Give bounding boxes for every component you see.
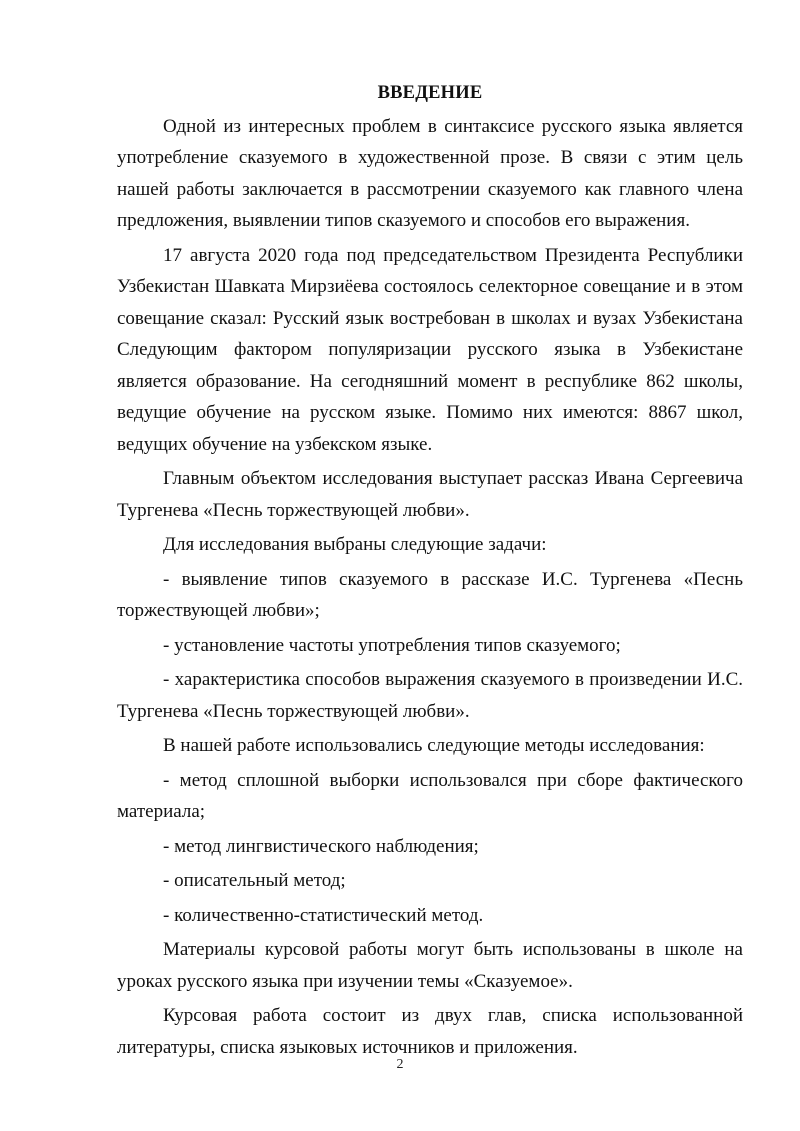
page-content [117,78,743,1066]
paragraph: В нашей работе использовались следующие методы исследования: [163,735,705,756]
paragraph: - метод лингвистического наблюдения; [163,835,479,857]
paragraph: - установление частоты употребления типов сказуемого; [163,634,621,656]
paragraph: Курсовая работа состоит из двух глав, списка использованной литературы, списка языковых источников и приложения. [117,1005,743,1058]
paragraph: - характеристика способов выражения сказуемого в произведении И.С. Тургенева «Песнь торжествующей любви». [117,669,743,722]
paragraph: - выявление типов сказуемого в рассказе И.С. Тургенева «Песнь торжествующей любви»; [117,568,743,621]
paragraph: 17 августа 2020 года под председательством Президента Республики Узбекистан Шавката Мирзиёева состоялось селекторное совещание и в этом совещание сказал: Русский язык востребован в школах и вузах Узбекистана Следующим фактором популяризации русского языка в Узбекистане является образование. На сегодняшний момент в республике 862 школы, ведущие обучение на русском языке. Помимо них имеются: 8867 школ, ведущих обучение на узбекском языке. [117,244,743,455]
paragraph: - метод сплошной выборки использовался при сборе фактического материала; [117,769,743,822]
paragraph: - описательный метод; [163,870,346,891]
page-title: ВВЕДЕНИЕ [377,83,483,103]
paragraph: Для исследования выбраны следующие задачи: [163,534,547,555]
paragraph: Одной из интересных проблем в синтаксисе русского языка является употребление сказуемого в художественной прозе. В связи с этим цель нашей работы заключается в рассмотрении сказуемого как главного члена предложения, выявлении типов сказуемого и способов его выражения. [117,115,743,231]
paragraph: Главным объектом исследования выступает рассказ Ивана Сергеевича Тургенева «Песнь торжествующей любви». [117,468,743,521]
page-number: 2 [396,1057,404,1072]
paragraph: - количественно-статистический метод. [163,904,484,926]
paragraph: Материалы курсовой работы могут быть использованы в школе на уроках русского языка при изучении темы «Сказуемое». [117,939,743,992]
paragraph-list [117,111,743,1064]
